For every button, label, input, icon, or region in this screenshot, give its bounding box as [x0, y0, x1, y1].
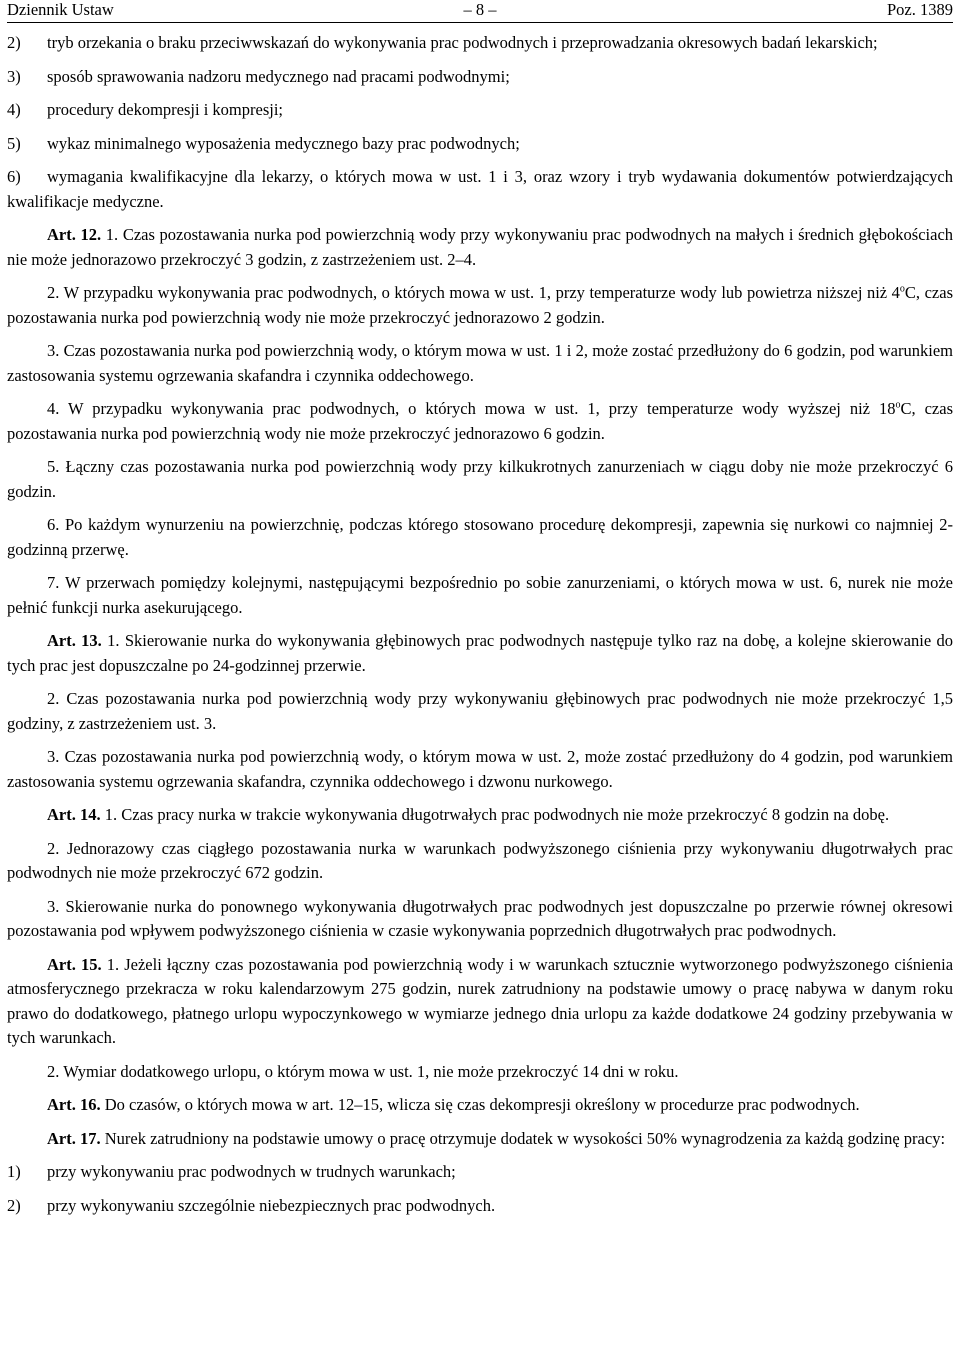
list-item-number: 6) — [7, 167, 21, 186]
list-item-text: sposób sprawowania nadzoru medycznego nad pracami podwodnymi; — [47, 66, 510, 86]
article-12-label: Art. 12. — [47, 225, 102, 244]
article-12-paragraph-5: 5. Łączny czas pozostawania nurka pod powierzchnią wody przy kilkukrotnych zanurzeniach w ciągu doby nie może przekroczyć 6 godzin. — [7, 457, 953, 501]
article-15-paragraph-1 — [7, 953, 953, 1051]
list-item-text: wymagania kwalifikacyjne dla lekarzy, o których mowa w ust. 1 i 3, oraz wzory i tryb wydawania dokumentów potwierdzających kwalifikacje medyczne. — [7, 167, 953, 211]
article-12-paragraph-4 — [7, 397, 953, 446]
article-13-label: Art. 13. — [47, 631, 102, 650]
article-15-label: Art. 15. — [47, 954, 102, 974]
paragraph-text: Do czasów, o których mowa w art. 12–15, wlicza się czas dekompresji określony w procedurze prac podwodnych. — [104, 1095, 860, 1114]
article-12-paragraph-2 — [7, 281, 953, 330]
paragraph-text: C, czas pozostawania nurka pod powierzchnią wody nie może przekroczyć jednorazowo 6 godzin. — [7, 399, 953, 443]
list-item — [7, 132, 953, 157]
article-15-paragraph-2: 2. Wymiar dodatkowego urlopu, o którym mowa w ust. 1, nie może przekroczyć 14 dni w roku. — [47, 1061, 679, 1081]
article-12-paragraph-6: 6. Po każdym wynurzeniu na powierzchnię, podczas którego stosowano procedurę dekompresji, zapewnia się nurkowi co najmniej 2-godzinną przerwę. — [7, 515, 953, 559]
list-item — [7, 1160, 953, 1185]
paragraph-text: Nurek zatrudniony na podstawie umowy o pracę otrzymuje dodatek w wysokości 50% wynagrodzenia za każdą godzinę pracy: — [104, 1128, 946, 1148]
paragraph-text: 1. Czas pracy nurka w trakcie wykonywania długotrwałych prac podwodnych nie może przekroczyć 8 godzin na dobę. — [104, 805, 890, 824]
list-item — [7, 1194, 953, 1219]
article-17 — [7, 1127, 953, 1152]
list-item-text: przy wykonywaniu szczególnie niebezpiecznych prac podwodnych. — [47, 1195, 496, 1215]
page-number: – 8 – — [463, 0, 497, 19]
article-14-paragraph-1 — [7, 803, 953, 828]
paragraph-text: 1. Skierowanie nurka do wykonywania głębinowych prac podwodnych następuje tylko raz na dobę, a kolejne skierowanie do tych prac jest dopuszczalne po 24-godzinnej przerwie. — [7, 631, 953, 675]
article-12-paragraph-7: 7. W przerwach pomiędzy kolejnymi, następującymi bezpośrednio po sobie zanurzeniami, o których mowa w ust. 6, nurek nie może pełnić funkcji nurka asekurującego. — [7, 573, 953, 617]
list-item-number: 5) — [7, 133, 21, 153]
journal-title: Dziennik Ustaw — [7, 0, 114, 19]
list-item-number: 2) — [7, 33, 21, 52]
list-item-number: 3) — [7, 66, 21, 86]
list-item-text: wykaz minimalnego wyposażenia medycznego bazy prac podwodnych; — [47, 133, 520, 153]
list-item — [7, 98, 953, 123]
list-item-text: przy wykonywaniu prac podwodnych w trudnych warunkach; — [47, 1162, 456, 1181]
paragraph-text: 4. W przypadku wykonywania prac podwodnych, o których mowa w ust. 1, przy temperaturze wody wyższej niż 18 — [47, 399, 896, 418]
document-body — [7, 23, 953, 1218]
paragraph-text: 1. Jeżeli łączny czas pozostawania pod powierzchnią wody i w warunkach sztucznie wytworzonego podwyższonego ciśnienia atmosferycznego przekracza w roku kalendarzowym 275 godzin, nurek zatrudniony na podstawie umowy o pracę nabywa w danym roku prawo do dodatkowego, płatnego urlopu wypoczynkowego w wymiarze jednego dnia urlopu za każde dodatkowe 24 godziny przebywania w tych warunkach. — [7, 954, 954, 1047]
article-17-label: Art. 17. — [47, 1128, 101, 1148]
list-item-number: 4) — [7, 100, 21, 119]
article-13-paragraph-3: 3. Czas pozostawania nurka pod powierzchnią wody, o którym mowa w ust. 2, może zostać przedłużony do 4 godzin, pod warunkiem zastosowania systemu ogrzewania skafandra, czynnika oddechowego i dzwonu nurkowego. — [7, 747, 953, 791]
article-12-paragraph-1 — [7, 223, 953, 272]
article-14-paragraph-3: 3. Skierowanie nurka do ponownego wykonywania długotrwałych prac podwodnych jest dopuszczalne po przerwie równej okresowi pozostawania pod wpływem podwyższonego ciśnienia w czasie wykonywania poprzednich długotrwałych prac podwodnych. — [7, 896, 953, 940]
paragraph-text: C, czas pozostawania nurka pod powierzchnią wody nie może przekroczyć jednorazowo 2 godzin. — [7, 283, 953, 327]
list-item-number: 1) — [7, 1162, 21, 1181]
article-13-paragraph-1 — [7, 629, 953, 678]
list-item-text: tryb orzekania o braku przeciwwskazań do wykonywania prac podwodnych i przeprowadzania okresowych badań lekarskich; — [47, 33, 878, 52]
paragraph-text: 1. Czas pozostawania nurka pod powierzchnią wody przy wykonywaniu prac podwodnych na małych i średnich głębokościach nie może jednorazowo przekroczyć 3 godzin, z zastrzeżeniem ust. 2–4. — [7, 225, 954, 269]
page-header — [7, 0, 953, 23]
list-item — [7, 31, 953, 56]
position-number: Poz. 1389 — [887, 0, 953, 19]
list-item — [7, 65, 953, 90]
article-16-label: Art. 16. — [47, 1095, 101, 1114]
article-12-paragraph-3: 3. Czas pozostawania nurka pod powierzchnią wody, o którym mowa w ust. 1 i 2, może zostać przedłużony do 6 godzin, pod warunkiem zastosowania systemu ogrzewania skafandra i czynnika oddechowego. — [7, 341, 953, 385]
article-14-paragraph-2: 2. Jednorazowy czas ciągłego pozostawania nurka w warunkach podwyższonego ciśnienia przy wykonywaniu długotrwałych prac podwodnych nie może przekroczyć 672 godzin. — [7, 838, 953, 882]
degree-sign: o — [899, 283, 905, 295]
degree-sign: o — [895, 399, 901, 411]
list-item — [7, 165, 953, 214]
article-16 — [7, 1093, 953, 1118]
paragraph-text: 2. W przypadku wykonywania prac podwodnych, o których mowa w ust. 1, przy temperaturze wody lub powietrza niższej niż 4 — [47, 283, 900, 302]
article-13-paragraph-2: 2. Czas pozostawania nurka pod powierzchnią wody przy wykonywaniu głębinowych prac podwodnych nie może przekroczyć 1,5 godziny, z zastrzeżeniem ust. 3. — [7, 689, 953, 733]
list-item-text: procedury dekompresji i kompresji; — [47, 100, 283, 119]
list-item-number: 2) — [7, 1195, 21, 1215]
article-14-label: Art. 14. — [47, 805, 101, 824]
